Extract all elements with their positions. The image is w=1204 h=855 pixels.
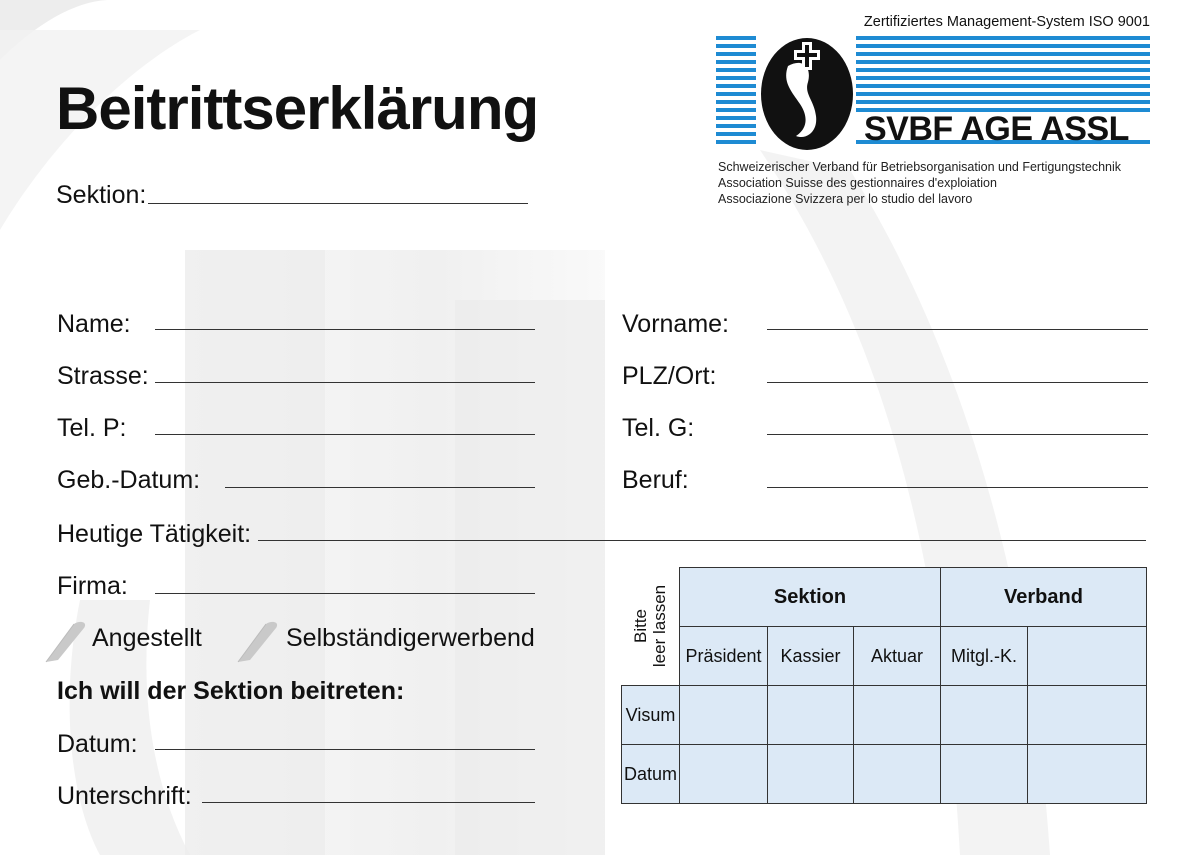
field-label-date: Datum:	[57, 730, 138, 758]
checkbox-self-employed-icon	[236, 620, 282, 664]
field-label-zip-city: PLZ/Ort:	[622, 362, 717, 390]
field-label-profession: Beruf:	[622, 466, 689, 494]
section-input-line[interactable]	[148, 203, 528, 204]
leave-blank-line-2: leer lassen	[650, 585, 670, 668]
table-cell	[941, 745, 1028, 804]
field-line-date[interactable]	[155, 749, 535, 750]
field-line-birthdate[interactable]	[225, 487, 535, 488]
field-label-firstname: Vorname:	[622, 310, 730, 338]
table-cell	[1028, 745, 1147, 804]
group-header-section: Sektion	[680, 568, 941, 627]
join-statement: Ich will der Sektion beitreten:	[57, 677, 405, 705]
checkbox-employed[interactable]	[44, 620, 90, 664]
field-line-name[interactable]	[155, 329, 535, 330]
field-line-signature[interactable]	[202, 802, 535, 803]
field-label-signature: Unterschrift:	[57, 782, 192, 810]
table-cell	[768, 745, 854, 804]
table-cell	[854, 745, 941, 804]
table-cell	[680, 686, 768, 745]
row-label-date: Datum	[622, 745, 680, 804]
column-header-secretary: Aktuar	[854, 627, 941, 686]
column-header-blank	[1028, 627, 1147, 686]
field-label-street: Strasse:	[57, 362, 149, 390]
checkbox-employed-icon	[44, 620, 90, 664]
table-cell	[1028, 686, 1147, 745]
field-label-birthdate: Geb.-Datum:	[57, 466, 201, 494]
leave-blank-note	[622, 568, 680, 686]
leave-blank-line-1: Bitte	[631, 609, 651, 644]
table-cell	[680, 745, 768, 804]
field-line-phone-business[interactable]	[767, 434, 1148, 435]
form-title: Beitrittserklärung	[56, 75, 539, 142]
leave-blank-text	[631, 585, 669, 667]
svbf-logo	[716, 14, 1156, 214]
field-label-phone-business: Tel. G:	[622, 414, 695, 442]
table-cell	[941, 686, 1028, 745]
field-line-zip-city[interactable]	[767, 382, 1148, 383]
column-header-treasurer: Kassier	[768, 627, 854, 686]
office-use-table	[621, 567, 1147, 804]
field-line-profession[interactable]	[767, 487, 1148, 488]
certification-text: Zertifiziertes Management-System ISO 9001	[863, 14, 1150, 30]
option-label-self-employed: Selbständigerwerbend	[286, 624, 535, 652]
column-header-membership: Mitgl.-K.	[941, 627, 1028, 686]
logo-subline-it: Associazione Svizzera per lo studio del lavoro	[718, 192, 973, 206]
field-line-company[interactable]	[155, 593, 535, 594]
row-label-visum: Visum	[622, 686, 680, 745]
logo-subline-fr: Association Suisse des gestionnaires d'exploiation	[718, 176, 997, 190]
field-label-company: Firma:	[57, 572, 128, 600]
field-line-phone-private[interactable]	[155, 434, 535, 435]
logo-subline-de: Schweizerischer Verband für Betriebsorganisation und Fertigungstechnik	[718, 160, 1122, 174]
field-line-firstname[interactable]	[767, 329, 1148, 330]
field-line-activity[interactable]	[258, 540, 1146, 541]
logo-name: SVBF AGE ASSL	[864, 110, 1129, 148]
table-cell	[768, 686, 854, 745]
field-line-street[interactable]	[155, 382, 535, 383]
column-header-president: Präsident	[680, 627, 768, 686]
section-label: Sektion:	[56, 181, 147, 209]
field-label-phone-private: Tel. P:	[57, 414, 127, 442]
checkbox-self-employed[interactable]	[236, 620, 282, 664]
field-label-activity: Heutige Tätigkeit:	[57, 520, 252, 548]
option-label-employed: Angestellt	[92, 624, 202, 652]
field-label-name: Name:	[57, 310, 131, 338]
table-cell	[854, 686, 941, 745]
group-header-association: Verband	[941, 568, 1147, 627]
